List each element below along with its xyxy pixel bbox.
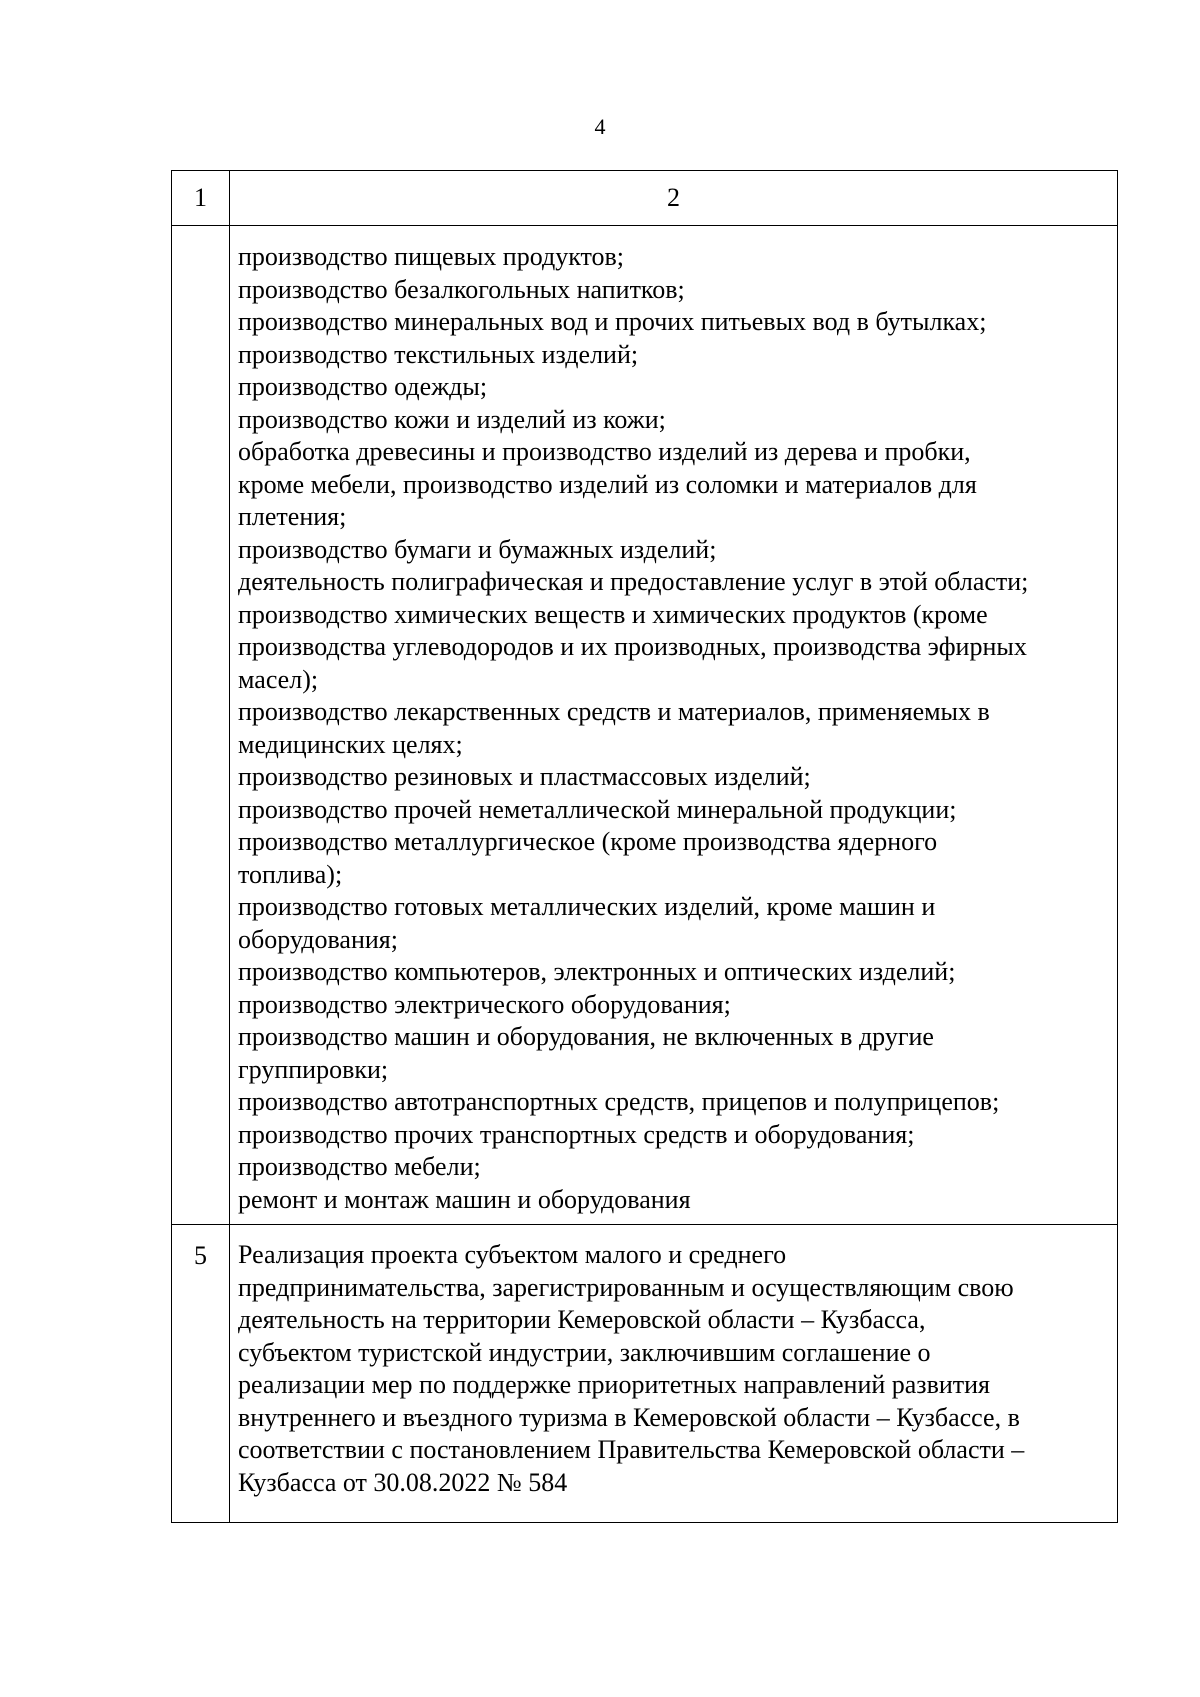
list-item: производство готовых металлических изделий, кроме машин и	[238, 892, 936, 921]
list-item: производство бумаги и бумажных изделий;	[238, 534, 717, 564]
list-item: производство металлургическое (кроме производства ядерного	[238, 827, 938, 856]
list-item: производство лекарственных средств и материалов, применяемых в	[238, 697, 990, 726]
list-item: оборудования;	[238, 924, 398, 954]
list-item: производство пищевых продуктов;	[238, 242, 625, 271]
list-item: производство прочих транспортных средств и оборудования;	[238, 1119, 915, 1149]
activity-list-cell	[230, 226, 1118, 1225]
list-item: производство компьютеров, электронных и оптических изделий;	[238, 957, 956, 986]
table-row	[172, 226, 1118, 1225]
paragraph-line: деятельность на территории Кемеровской области – Кузбасса,	[238, 1305, 926, 1334]
paragraph-line: субъектом туристской индустрии, заключившим соглашение о	[238, 1337, 931, 1367]
list-item: кроме мебели, производство изделий из соломки и материалов для	[238, 469, 977, 499]
paragraph-line: внутреннего и въездного туризма в Кемеровской области – Кузбассе, в	[238, 1402, 1020, 1432]
list-item: производство химических веществ и химических продуктов (кроме	[238, 599, 988, 629]
list-item: производство автотранспортных средств, прицепов и полуприцепов;	[238, 1087, 1000, 1116]
list-item: производство резиновых и пластмассовых изделий;	[238, 762, 811, 791]
criterion-text-cell	[230, 1225, 1118, 1523]
paragraph-line: Кузбасса от 30.08.2022 № 584	[238, 1467, 568, 1497]
list-item: масел);	[238, 664, 319, 694]
row-number-cell	[172, 226, 230, 1225]
list-item: производства углеводородов и их производных, производства эфирных	[238, 632, 1027, 661]
list-item: производство мебели;	[238, 1152, 481, 1181]
header-cell-text: 2	[230, 171, 1118, 226]
list-item: плетения;	[238, 502, 347, 531]
paragraph-line: реализации мер по поддержке приоритетных направлений развития	[238, 1370, 991, 1399]
table-row	[172, 1225, 1118, 1523]
page-number: 4	[594, 114, 606, 139]
list-item: производство прочей неметаллической минеральной продукции;	[238, 794, 957, 824]
list-item: производство безалкогольных напитков;	[238, 274, 685, 304]
list-item: производство машин и оборудования, не включенных в другие	[238, 1022, 934, 1051]
list-item: производство электрического оборудования;	[238, 989, 731, 1019]
list-item: производство текстильных изделий;	[238, 339, 639, 369]
list-item: медицинских целях;	[238, 729, 463, 759]
criteria-table	[171, 170, 1118, 1523]
paragraph-line: Реализация проекта субъектом малого и среднего	[238, 1240, 787, 1269]
list-item: топлива);	[238, 859, 343, 889]
list-item: производство кожи и изделий из кожи;	[238, 404, 666, 434]
list-item: производство одежды;	[238, 372, 488, 401]
paragraph-line: предпринимательства, зарегистрированным и осуществляющим свою	[238, 1272, 1014, 1302]
paragraph-line: соответствии с постановлением Правительства Кемеровской области –	[238, 1435, 1025, 1464]
table-header-row	[172, 171, 1118, 226]
list-item: деятельность полиграфическая и предоставление услуг в этой области;	[238, 567, 1029, 596]
list-item: ремонт и монтаж машин и оборудования	[238, 1184, 691, 1214]
list-item: производство минеральных вод и прочих питьевых вод в бутылках;	[238, 307, 987, 336]
header-cell-number: 1	[172, 171, 230, 226]
row-number-cell: 5	[172, 1225, 230, 1523]
list-item: обработка древесины и производство изделий из дерева и пробки,	[238, 437, 971, 466]
list-item: группировки;	[238, 1054, 389, 1084]
